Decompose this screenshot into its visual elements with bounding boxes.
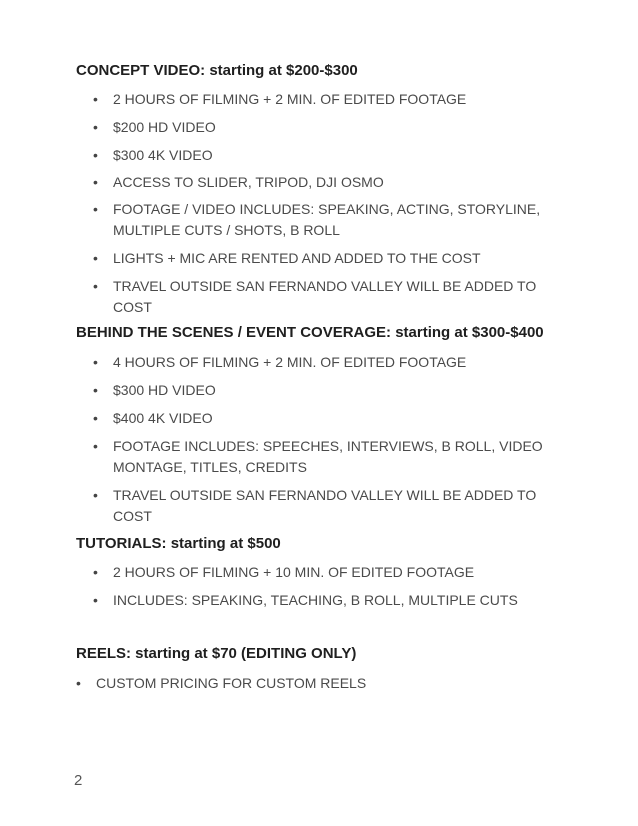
bullet-icon: • — [93, 119, 98, 135]
bullet-icon: • — [93, 278, 98, 294]
list-item — [93, 436, 563, 478]
list-item-text: FOOTAGE / VIDEO INCLUDES: SPEAKING, ACTING, STORYLINE, MULTIPLE CUTS / SHOTS, B ROLL — [113, 201, 541, 238]
bullet-icon: • — [93, 382, 98, 398]
section-heading-behind-the-scenes: BEHIND THE SCENES / EVENT COVERAGE: starting at $300-$400 — [76, 324, 544, 341]
list-item — [93, 172, 563, 193]
bullet-icon: • — [93, 438, 98, 454]
list-item-text: $200 HD VIDEO — [113, 119, 216, 135]
bullet-icon: • — [93, 354, 98, 370]
bullet-icon: • — [93, 250, 98, 266]
list-item — [93, 408, 563, 429]
bullet-icon: • — [93, 91, 98, 107]
list-item-text: $300 4K VIDEO — [113, 147, 213, 163]
list-item-text: CUSTOM PRICING FOR CUSTOM REELS — [96, 675, 367, 691]
section-heading-reels: REELS: starting at $70 (EDITING ONLY) — [76, 645, 357, 662]
list-item — [93, 276, 563, 318]
list-item — [93, 248, 563, 269]
bullet-icon: • — [93, 592, 98, 608]
list-item-text: 2 HOURS OF FILMING + 10 MIN. OF EDITED FOOTAGE — [113, 564, 475, 580]
section-heading-tutorials: TUTORIALS: starting at $500 — [76, 535, 281, 552]
list-item — [93, 562, 563, 583]
bullet-icon: • — [93, 174, 98, 190]
list-item — [93, 199, 563, 241]
list-item-text: INCLUDES: SPEAKING, TEACHING, B ROLL, MULTIPLE CUTS — [113, 592, 518, 608]
list-item — [93, 380, 563, 401]
list-item-text: $300 HD VIDEO — [113, 382, 216, 398]
list-item — [93, 352, 563, 373]
list-item-text: 4 HOURS OF FILMING + 2 MIN. OF EDITED FOOTAGE — [113, 354, 467, 370]
bullet-icon: • — [93, 201, 98, 217]
list-item — [93, 485, 563, 527]
list-item-text: $400 4K VIDEO — [113, 410, 213, 426]
list-item — [93, 89, 563, 110]
page-number: 2 — [74, 772, 83, 789]
list-item-text: 2 HOURS OF FILMING + 2 MIN. OF EDITED FOOTAGE — [113, 91, 467, 107]
list-item-text: LIGHTS + MIC ARE RENTED AND ADDED TO THE COST — [113, 250, 481, 266]
bullet-icon: • — [76, 675, 81, 691]
bullet-icon: • — [93, 487, 98, 503]
bullet-icon: • — [93, 564, 98, 580]
section-heading-concept-video: CONCEPT VIDEO: starting at $200-$300 — [76, 62, 358, 79]
list-item-text: TRAVEL OUTSIDE SAN FERNANDO VALLEY WILL BE ADDED TO COST — [113, 278, 537, 315]
list-item — [93, 117, 563, 138]
bullet-icon: • — [93, 410, 98, 426]
bullet-icon: • — [93, 147, 98, 163]
list-item — [93, 590, 563, 611]
list-item — [76, 673, 546, 694]
list-item-text: ACCESS TO SLIDER, TRIPOD, DJI OSMO — [113, 174, 384, 190]
list-item-text: FOOTAGE INCLUDES: SPEECHES, INTERVIEWS, B ROLL, VIDEO MONTAGE, TITLES, CREDITS — [113, 438, 543, 475]
list-item-text: TRAVEL OUTSIDE SAN FERNANDO VALLEY WILL BE ADDED TO COST — [113, 487, 537, 524]
list-item — [93, 145, 563, 166]
